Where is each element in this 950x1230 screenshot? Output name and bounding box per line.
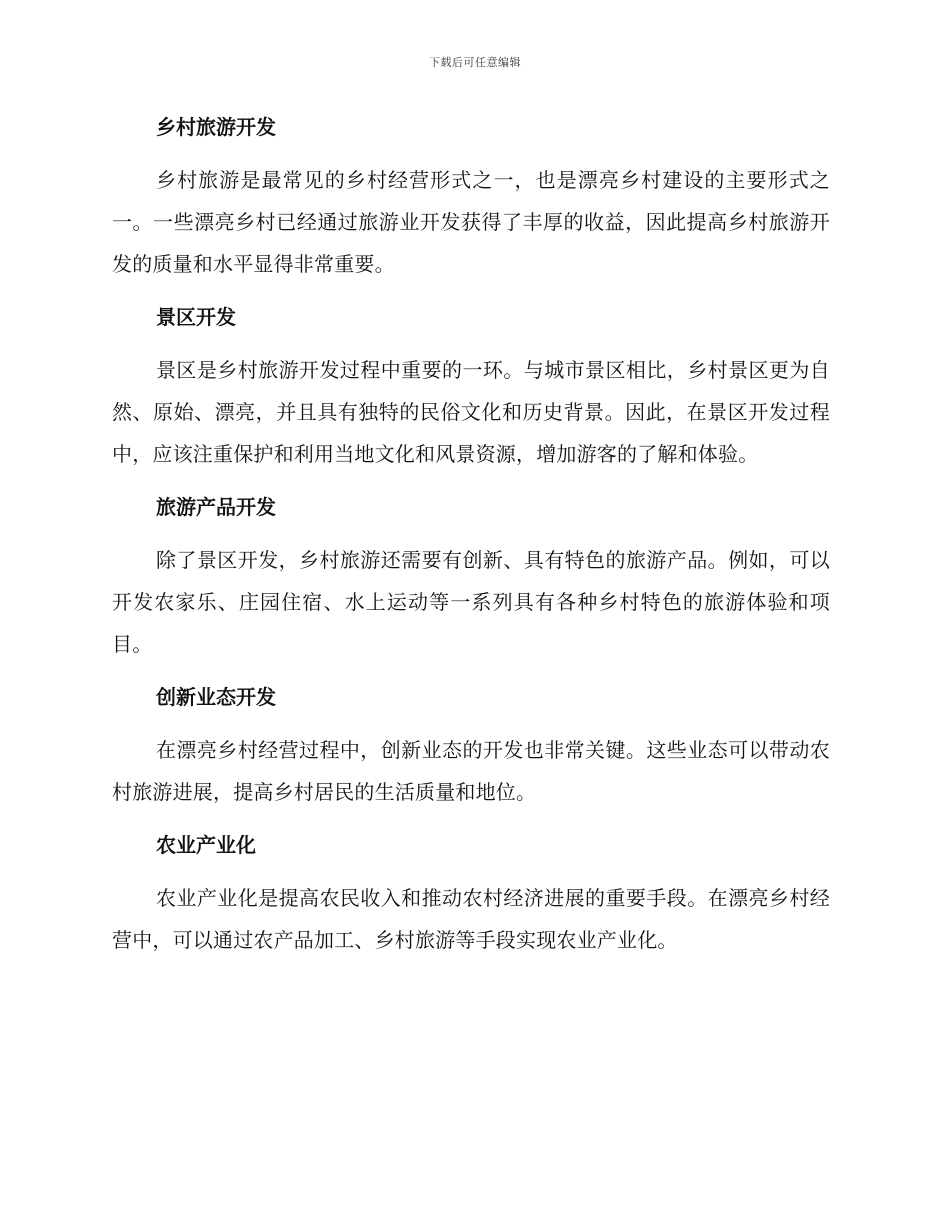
section-heading: 农业产业化 (156, 833, 256, 857)
section-paragraph: 乡村旅游是最常见的乡村经营形式之一，也是漂亮乡村建设的主要形式之一。一些漂亮乡村已经通过旅游业开发获得了丰厚的收益，因此提高乡村旅游开发的质量和水平显得非常重要。 (112, 168, 830, 276)
document-body (112, 108, 830, 974)
section-paragraph: 农业产业化是提高农民收入和推动农村经济进展的重要手段。在漂亮乡村经营中，可以通过农产品加工、乡村旅游等手段实现农业产业化。 (112, 886, 830, 952)
section-paragraph: 在漂亮乡村经营过程中，创新业态的开发也非常关键。这些业态可以带动农村旅游进展，提高乡村居民的生活质量和地位。 (112, 738, 830, 804)
section-heading: 景区开发 (156, 305, 236, 329)
section-heading: 创新业态开发 (156, 685, 276, 709)
section-innovative-business (112, 678, 830, 813)
section-paragraph: 景区是乡村旅游开发过程中重要的一环。与城市景区相比，乡村景区更为自然、原始、漂亮，并且具有独特的民俗文化和历史背景。因此，在景区开发过程中，应该注重保护和利用当地文化和风景资源，增加游客的了解和体验。 (112, 358, 830, 466)
page-header: 下载后可任意编辑 (429, 56, 521, 69)
section-scenic-area (112, 298, 830, 475)
section-heading: 乡村旅游开发 (156, 115, 276, 139)
section-rural-tourism (112, 108, 830, 285)
section-agricultural-industrialization (112, 826, 830, 961)
section-paragraph: 除了景区开发，乡村旅游还需要有创新、具有特色的旅游产品。例如，可以开发农家乐、庄园住宿、水上运动等一系列具有各种乡村特色的旅游体验和项目。 (112, 548, 830, 656)
section-heading: 旅游产品开发 (156, 495, 276, 519)
section-tourism-products (112, 488, 830, 665)
